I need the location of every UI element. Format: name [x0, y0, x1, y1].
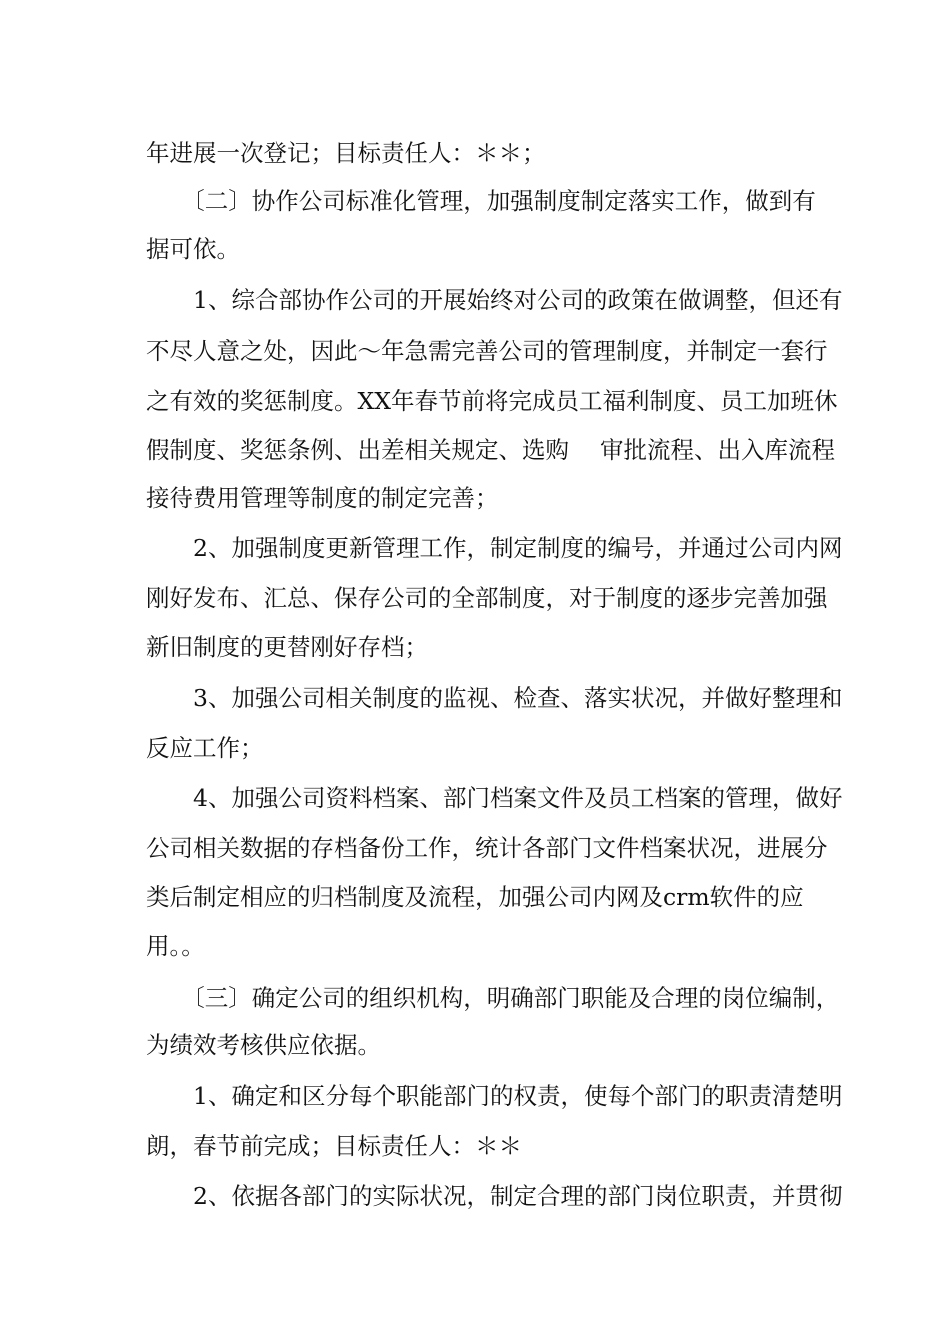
text-line: 假制度、奖惩条例、出差相关规定、选购 审批流程、出入库流程: [146, 436, 835, 464]
text-line: 类后制定相应的归档制度及流程，加强公司内网及crm软件的应: [146, 883, 804, 911]
text-line: 3、加强公司相关制度的监视、检查、落实状况，并做好整理和: [146, 684, 843, 712]
text-line: 用。。: [146, 932, 205, 960]
text-line: 朗，春节前完成；目标责任人：＊＊: [146, 1132, 522, 1160]
text-line: 接待费用管理等制度的制定完善；: [146, 484, 499, 512]
text-line: 2、依据各部门的实际状况，制定合理的部门岗位职责，并贯彻: [146, 1182, 843, 1210]
text-line: 2、加强制度更新管理工作，制定制度的编号，并通过公司内网: [146, 534, 843, 562]
text-line: 〔二〕协作公司标准化管理，加强制度制定落实工作，做到有: [146, 187, 816, 215]
text-line: 〔三〕确定公司的组织机构，明确部门职能及合理的岗位编制，: [146, 984, 840, 1012]
text-line: 新旧制度的更替刚好存档；: [146, 633, 428, 661]
text-line: 之有效的奖惩制度。XX年春节前将完成员工福利制度、员工加班休: [146, 387, 838, 415]
text-line: 1、确定和区分每个职能部门的权责，使每个部门的职责清楚明: [146, 1082, 843, 1110]
text-line: 反应工作；: [146, 734, 264, 762]
text-line: 公司相关数据的存档备份工作，统计各部门文件档案状况，进展分: [146, 834, 828, 862]
text-line: 据可依。: [146, 235, 240, 263]
text-line: 为绩效考核供应依据。: [146, 1031, 381, 1059]
text-line: 4、加强公司资料档案、部门档案文件及员工档案的管理，做好: [146, 784, 843, 812]
text-line: 1、综合部协作公司的开展始终对公司的政策在做调整，但还有: [146, 286, 843, 314]
text-line: 年进展一次登记；目标责任人：＊＊；: [146, 139, 546, 167]
text-line: 刚好发布、汇总、保存公司的全部制度，对于制度的逐步完善加强: [146, 584, 828, 612]
text-line: 不尽人意之处，因此～年急需完善公司的管理制度，并制定一套行: [146, 337, 828, 365]
